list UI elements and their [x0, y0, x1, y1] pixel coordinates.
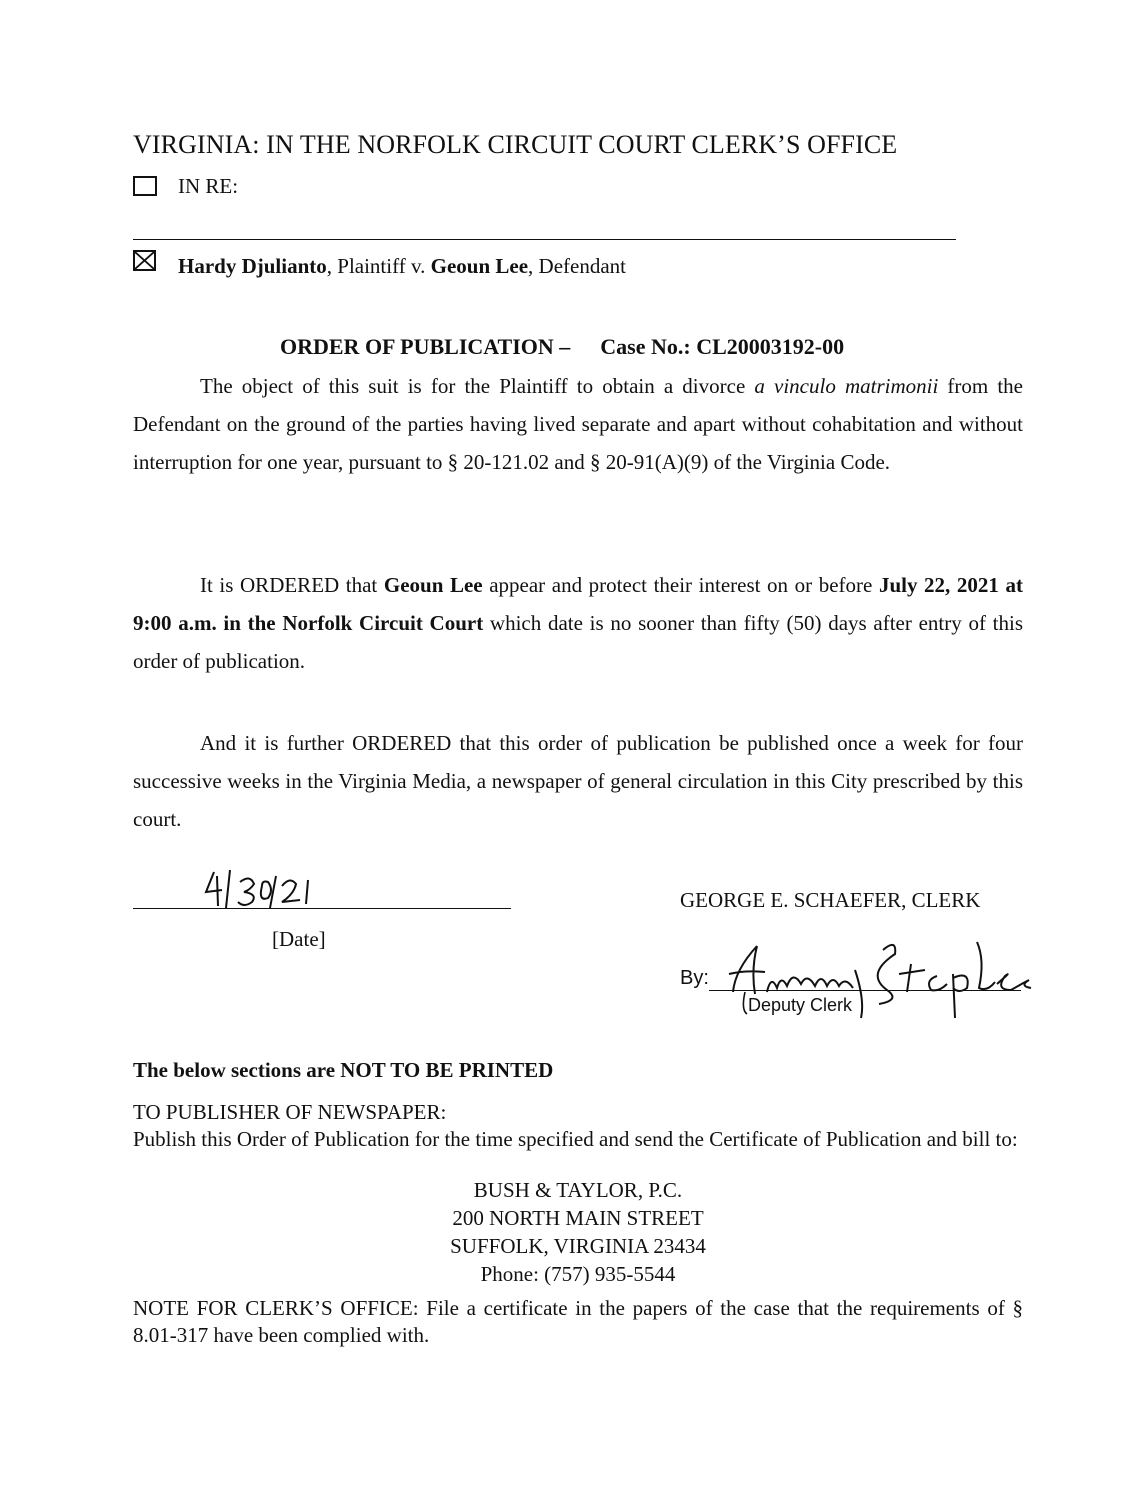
city-state-zip: SUFFOLK, VIRGINIA 23434 — [450, 1234, 706, 1258]
handwritten-date — [200, 868, 360, 910]
p2-text-c: which date is no sooner than fifty (50) days after entry of this order of publication. — [133, 611, 1023, 673]
plaintiff-role: , Plaintiff v. — [326, 254, 431, 278]
clerk-name: GEORGE E. SCHAEFER, CLERK — [680, 888, 981, 912]
clerk-signature-line — [709, 990, 1021, 991]
phone-number: Phone: (757) 935-5544 — [480, 1262, 676, 1286]
case-parties — [178, 254, 626, 279]
street-address: 200 NORTH MAIN STREET — [452, 1206, 704, 1230]
paragraph-suit-object — [133, 367, 1023, 481]
court-title: VIRGINIA: IN THE NORFOLK CIRCUIT COURT CLERK’S OFFICE — [133, 130, 898, 159]
p2-defendant-name: Geoun Lee — [383, 573, 483, 597]
case-number: Case No.: CL20003192-00 — [600, 334, 845, 359]
to-publisher-heading: TO PUBLISHER OF NEWSPAPER: — [133, 1100, 447, 1124]
paragraph-appearance-order — [133, 566, 1023, 680]
order-heading — [280, 334, 844, 360]
plaintiff-name: Hardy Djulianto — [178, 254, 327, 278]
parties-checkbox-checked[interactable] — [133, 250, 156, 271]
p1-latin-term: a vinculo matrimonii — [754, 374, 939, 398]
p2-text-a: It is ORDERED that — [200, 573, 384, 597]
not-to-be-printed-notice: The below sections are NOT TO BE PRINTED — [133, 1058, 554, 1082]
p2-text-b: appear and protect their interest on or before — [482, 573, 879, 597]
in-re-label: IN RE: — [178, 174, 239, 198]
date-label: [Date] — [272, 927, 326, 951]
defendant-name: Geoun Lee — [430, 254, 529, 278]
p2-hearing-date: July 22, 2021 at 9:00 a.m. in the Norfolk Circuit Court — [133, 573, 1023, 635]
in-re-blank-line — [133, 239, 956, 240]
in-re-checkbox[interactable] — [133, 176, 157, 196]
date-signature-line — [133, 908, 511, 909]
paragraph-publication-order: And it is further ORDERED that this order of publication be published once a week for four successive weeks in the Virginia Media, a newspaper of general circulation in this City prescribed by this court. — [133, 731, 1023, 831]
clerk-office-note: NOTE FOR CLERK’S OFFICE: File a certificate in the papers of the case that the requirements of § 8.01-317 have been complied with. — [133, 1296, 1023, 1347]
publisher-instructions: Publish this Order of Publication for the time specified and send the Certificate of Publication and bill to: — [133, 1127, 1018, 1151]
by-label: By: — [680, 967, 709, 989]
billing-address — [133, 1176, 1023, 1288]
deputy-clerk-label: Deputy Clerk — [748, 995, 853, 1015]
p1-text-a: The object of this suit is for the Plaintiff to obtain a divorce — [200, 374, 755, 398]
order-title: ORDER OF PUBLICATION – — [280, 334, 571, 359]
firm-name: BUSH & TAYLOR, P.C. — [473, 1178, 683, 1202]
checkmark-x-icon — [135, 252, 154, 269]
defendant-role: , Defendant — [528, 254, 626, 278]
p1-text-b: from the Defendant on the ground of the parties having lived separate and apart without cohabitation and without interruption for one year, pursuant to § 20-121.02 and § 20-91(A)(9) of the Virginia Code. — [133, 374, 1023, 474]
